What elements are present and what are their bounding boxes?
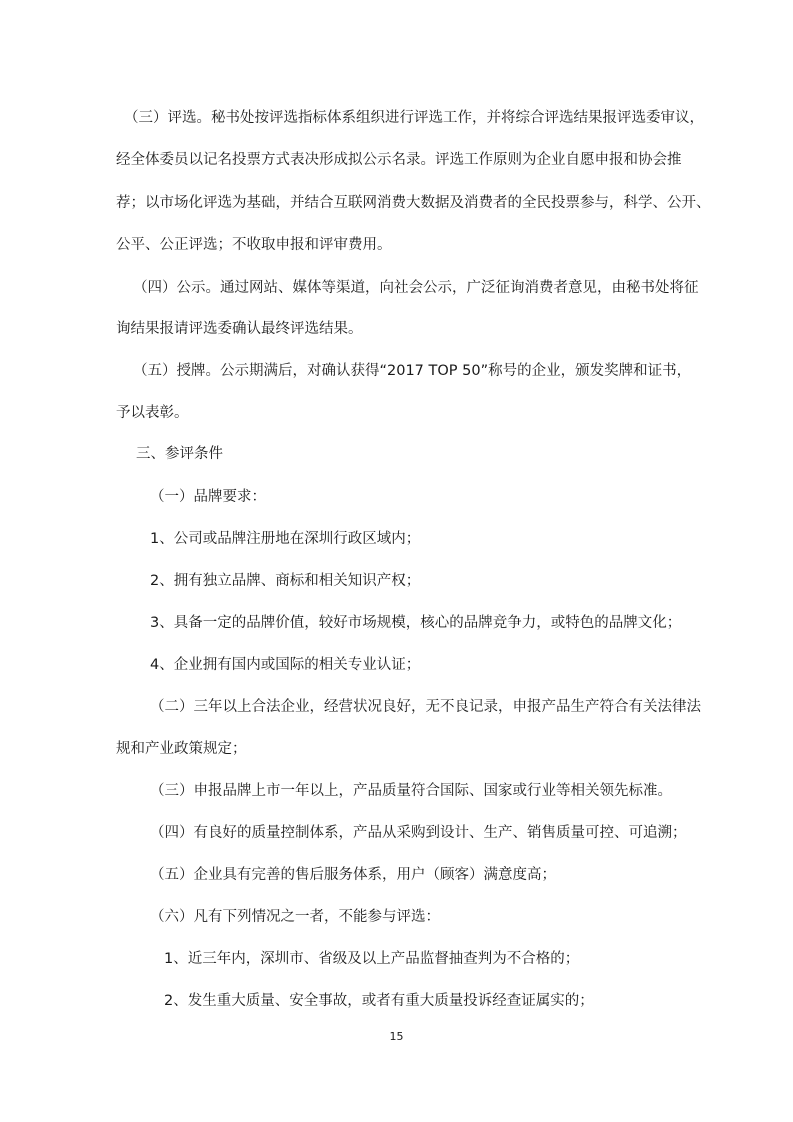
text-line: （三）申报品牌上市一年以上，产品质量符合国际、国家或行业等相关领先标准。 (150, 783, 672, 799)
text-line: 询结果报请评选委确认最终评选结果。 (116, 321, 363, 337)
list-item: 1、公司或品牌注册地在深圳行政区域内； (150, 531, 421, 547)
text-line: 规和产业政策规定； (116, 741, 247, 757)
subsection-heading: （一）品牌要求： (150, 489, 266, 505)
text-line: （五）授牌。公示期满后，对确认获得“2017 TOP 50”称号的企业，颁发奖牌和证书， (133, 363, 692, 379)
page-number: 15 (389, 1030, 404, 1043)
text-line: （五）企业具有完善的售后服务体系，用户（顾客）满意度高； (150, 867, 556, 883)
text-line: （四）公示。通过网站、媒体等渠道，向社会公示，广泛征询消费者意见，由秘书处将征 (133, 280, 699, 296)
list-item: 2、发生重大质量、安全事故，或者有重大质量投诉经查证属实的； (164, 993, 594, 1009)
text-line: 经全体委员以记名投票方式表决形成拟公示名录。评选工作原则为企业自愿申报和协会推 (116, 152, 682, 168)
text-line: 公平、公正评选；不收取申报和评审费用。 (116, 237, 392, 253)
text-line: （三）评选。秘书处按评选指标体系组织进行评选工作，并将综合评选结果报评选委审议， (124, 110, 704, 126)
section-heading: 三、参评条件 (136, 446, 223, 462)
list-item: 2、拥有独立品牌、商标和相关知识产权； (150, 573, 421, 589)
text-line: （四）有良好的质量控制体系，产品从采购到设计、生产、销售质量可控、可追溯； (150, 825, 687, 841)
list-item: 1、近三年内，深圳市、省级及以上产品监督抽查判为不合格的； (164, 951, 580, 967)
text-line: 予以表彰。 (116, 405, 189, 421)
text-line: （六）凡有下列情况之一者，不能参与评选： (150, 909, 440, 925)
list-item: 3、具备一定的品牌价值，较好市场规模，核心的品牌竞争力，或特色的品牌文化； (150, 615, 682, 631)
text-line: （二）三年以上合法企业，经营状况良好，无不良记录，申报产品生产符合有关法律法 (150, 699, 701, 715)
text-line: 荐；以市场化评选为基础，并结合互联网消费大数据及消费者的全民投票参与，科学、公开、 (116, 195, 711, 211)
list-item: 4、企业拥有国内或国际的相关专业认证； (150, 657, 421, 673)
